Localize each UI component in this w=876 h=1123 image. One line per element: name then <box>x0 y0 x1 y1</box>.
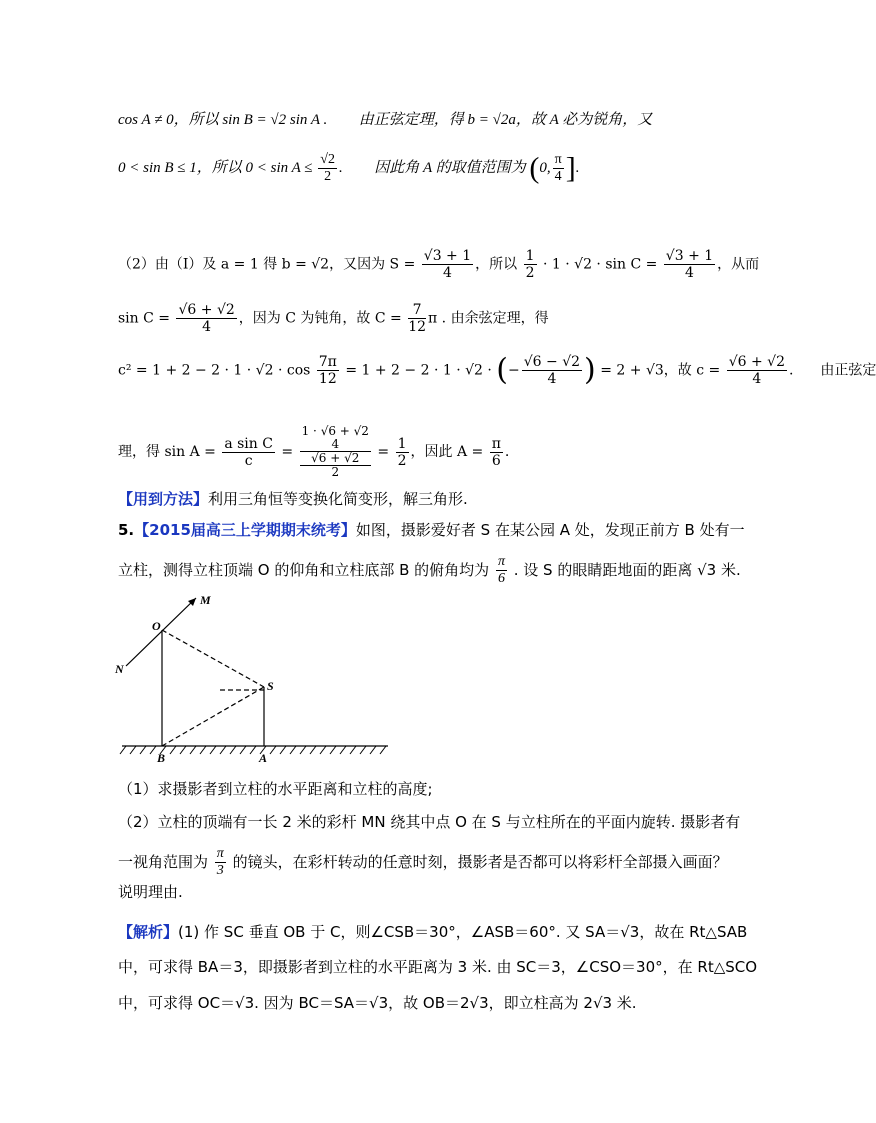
method-line <box>118 489 468 509</box>
question-text-1: 如图，摄影爱好者 S 在某公园 A 处，发现正前方 B 处有一 <box>355 521 745 539</box>
solution-line-2: 0 < sin B ≤ 1，所以 0 < sin A ≤ $\frac{√2}{2}$ . 因此角 A 的取值范围为 (0, $\frac{\pi}{4}$ ]. <box>118 151 580 185</box>
label-N: N <box>115 662 124 676</box>
label-S: S <box>267 679 274 693</box>
fraction: $\frac{7}{12}$ <box>408 302 427 335</box>
subquestion-2-text-2b: 的镜头，在彩杆转动的任意时刻，摄影者是否都可以将彩杆全部摄入画面？ <box>232 853 728 871</box>
solution-line-1 <box>118 110 652 130</box>
text-cosA: cos A ≠ 0，所以 sin B = √2 sin A . <box>118 112 328 128</box>
solution-line-6: 理，得 sin A = $\frac{\text{a sin C}}{c}$ = 1 · √6 + √2 4 √6 + √2 2 = $\frac{1}{2}$ ，因此 A = $\frac{\pi}{6}$ . <box>118 424 510 479</box>
fraction: $\frac{\text{a sin C}}{c}$ <box>224 435 273 469</box>
solution-line-4: sin C = $\frac{√6 + √2}{4}$ ，因为 C 为钝角，故 C = $\frac{7}{12}$ π . 由余弦定理，得 <box>118 302 549 335</box>
question-5-line-1 <box>118 520 745 540</box>
text-sinC: sin C = <box>118 310 171 327</box>
question-5-line-2 <box>118 554 741 587</box>
label-M: M <box>200 593 211 607</box>
answer-text-2: 中，可求得 BA＝3，即摄影者到立柱的水平距离为 3 米. 由 SC＝3，∠CSO＝30°，在 Rt△SCO <box>118 958 758 976</box>
answer-line-2 <box>118 957 757 977</box>
subquestion-2-line-3 <box>118 882 183 902</box>
subquestion-2-text-1: （2）立柱的顶端有一长 2 米的彩杆 MN 绕其中点 O 在 S 与立柱所在的平面内旋转. 摄影者有 <box>118 813 741 831</box>
fraction: $\frac{√6 - √2}{4}$ <box>523 354 581 387</box>
dashed-BS <box>162 687 264 746</box>
subquestion-2-line-1 <box>118 812 740 832</box>
fraction: $\frac{\pi}{4}$ <box>554 152 562 184</box>
answer-line-1 <box>118 922 747 942</box>
label-A: A <box>259 751 268 765</box>
answer-text-1: (1) 作 SC 垂直 OB 于 C，则∠CSB＝30°，∠ASB＝60°. 又 SA＝√3，故在 Rt△SAB <box>178 923 748 941</box>
fraction: $\frac{\pi}{6}$ <box>491 435 501 469</box>
solution-line-5: c² = 1 + 2 − 2 · 1 · √2 · cos $\frac{7\pi}{12}$ = 1 + 2 − 2 · 1 · √2 · (− $\frac{√6 - √2}{4}$ ) = 2 + √3，故 c = $\frac{√6 + √2}{4}$ . 由正弦定 <box>118 352 876 388</box>
answer-text-3: 中，可求得 OC＝√3. 因为 BC＝SA＝√3，故 OB＝2√3，即立柱高为 2√3 米. <box>118 994 637 1012</box>
question-number: 5. <box>118 521 135 539</box>
subquestion-2-text-2a: 一视角范围为 <box>118 853 209 871</box>
text-sinB-range: 0 < sin B ≤ 1，所以 0 < sin A ≤ <box>118 159 313 176</box>
question-text-2a: 立柱，测得立柱顶端 O 的仰角和立柱底部 B 的俯角均为 <box>118 561 490 579</box>
fraction: $\frac{\pi}{6}$ <box>497 554 505 586</box>
text-c-squared: c² = 1 + 2 − 2 · 1 · √2 · cos <box>118 362 311 379</box>
question-source-tag: 【2015届高三上学期期末统考】 <box>134 521 356 539</box>
dashed-OS <box>162 630 264 687</box>
answer-tag: 【解析】 <box>118 923 179 941</box>
subquestion-1-text: （1）求摄影者到立柱的水平距离和立柱的高度; <box>118 780 433 798</box>
text-sine-rule: 由正弦定理，得 b = √2a，故 A 必为锐角，又 <box>358 112 653 128</box>
subquestion-2-line-2 <box>118 846 728 879</box>
answer-line-3 <box>118 993 637 1013</box>
subquestion-1 <box>118 779 433 799</box>
fraction: $\frac{\pi}{3}$ <box>216 846 224 878</box>
rod-MN <box>126 598 196 666</box>
label-B: B <box>157 751 166 765</box>
geometry-figure <box>110 590 400 770</box>
label-O: O <box>152 619 161 633</box>
question-text-2b: . 设 S 的眼睛距地面的距离 √3 米. <box>513 561 741 579</box>
fraction: $\frac{1}{2}$ <box>525 248 535 281</box>
text-sinA: 理，得 sin A = <box>118 444 216 460</box>
fraction: $\frac{√6 + √2}{4}$ <box>728 354 785 387</box>
method-tag: 【用到方法】 <box>118 490 209 508</box>
fraction: $\frac{1}{2}$ <box>397 435 407 469</box>
fraction: $\frac{√6 + √2}{4}$ <box>178 302 235 335</box>
solution-line-3: （2）由（Ⅰ）及 a = 1 得 b = √2，又因为 S = $\frac{√3 + 1}{4}$ ，所以 $\frac{1}{2}$ · 1 · √2 · sin C = $\frac{√3 + 1}{4}$ ，从而 <box>118 248 760 281</box>
fraction: $\frac{√3 + 1}{4}$ <box>423 248 472 281</box>
fraction: $\frac{√2}{2}$ <box>320 152 335 184</box>
fraction: $\frac{√3 + 1}{4}$ <box>665 248 714 281</box>
subquestion-2-text-3: 说明理由. <box>118 883 183 901</box>
compound-fraction: 1 · √6 + √2 4 √6 + √2 2 <box>301 424 369 479</box>
text-range-of-A: 因此角 A 的取值范围为 <box>374 159 526 176</box>
method-text: 利用三角恒等变换化简变形，解三角形. <box>208 490 468 508</box>
fraction: $\frac{7\pi}{12}$ <box>318 354 337 387</box>
text-part2-start: （2）由（Ⅰ）及 a = 1 得 b = √2，又因为 S = <box>118 256 416 273</box>
